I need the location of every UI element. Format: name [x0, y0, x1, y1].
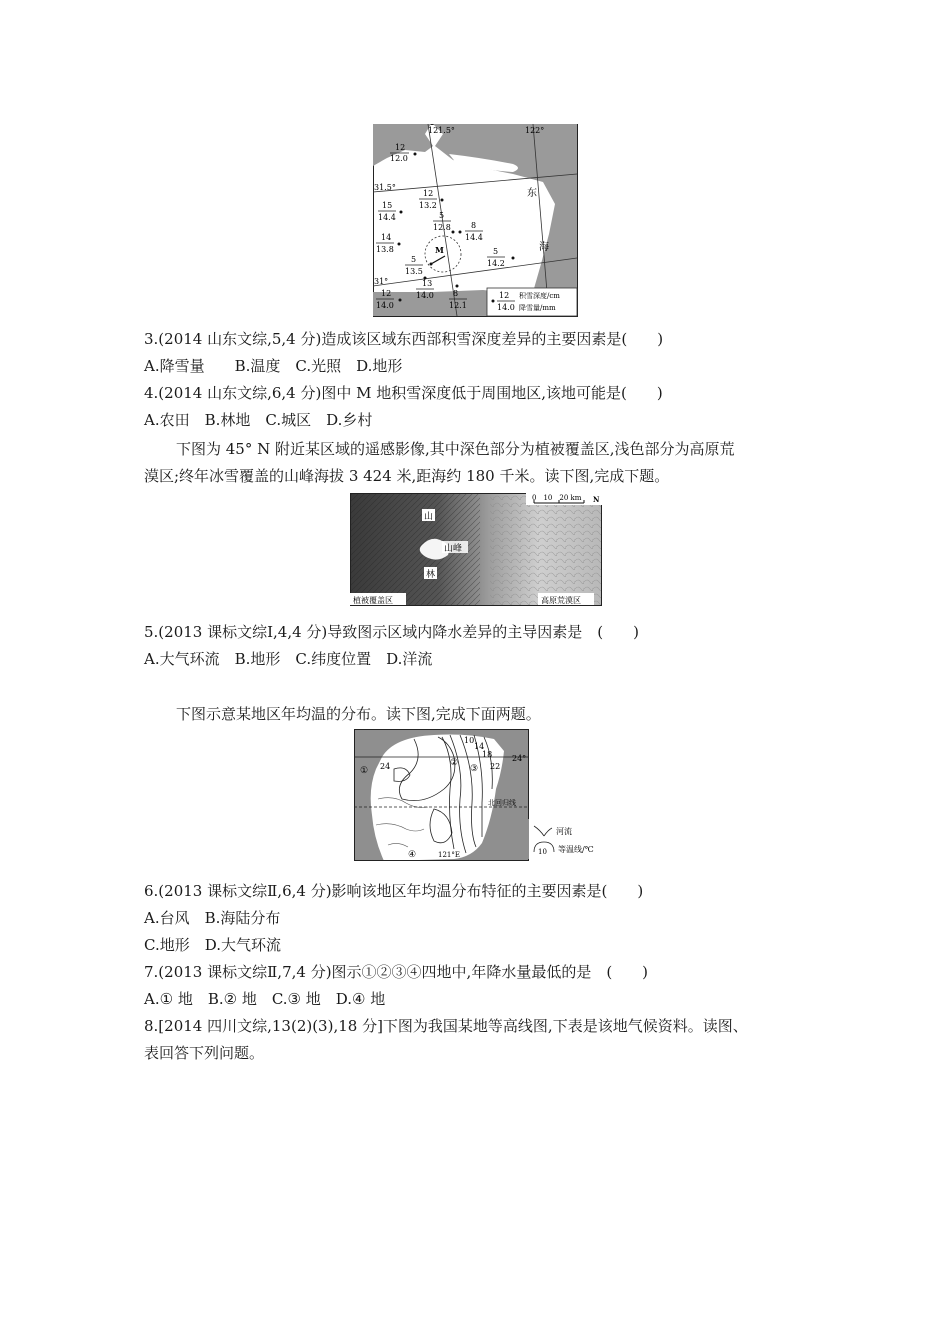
remote-sensing-image — [350, 493, 602, 606]
question-6-options-1: A.台风 B.海陆分布 — [144, 909, 281, 927]
isotherm-14: 14 — [474, 742, 485, 751]
svg-text:12: 12 — [381, 289, 392, 298]
svg-text:12.0: 12.0 — [390, 154, 408, 163]
point-1: ① — [360, 766, 369, 776]
question-3: 3.(2014 山东文综,5,4 分)造成该区域东西部积雪深度差异的主要因素是( ) — [144, 330, 664, 348]
isotherm-map — [354, 729, 529, 861]
legend-isotherm: 等温线/℃ — [558, 845, 594, 854]
lat-31-5: 31.5° — [374, 183, 396, 192]
point-2: ② — [450, 758, 459, 768]
snow-depth-map — [373, 124, 578, 317]
label-desert-area: 高原荒漠区 — [541, 596, 581, 605]
question-8-line-1: 8.[2014 四川文综,13(2)(3),18 分]下图为我国某地等高线图,下表是该地气候资料。读图、 — [144, 1017, 748, 1035]
question-6: 6.(2013 课标文综Ⅱ,6,4 分)影响该地区年均温分布特征的主要因素是( ) — [144, 882, 644, 900]
sea-label-east: 东 — [527, 188, 537, 199]
question-3-options: A.降雪量 B.温度 C.光照 D.地形 — [144, 357, 403, 375]
isotherm-24: 24 — [380, 762, 391, 771]
intro-remote-sensing-2: 漠区;终年冰雪覆盖的山峰海拔 3 424 米,距海约 180 千米。读下图,完成下题。 — [144, 467, 670, 485]
lon-121-5: 121.5° — [428, 126, 455, 135]
question-4: 4.(2014 山东文综,6,4 分)图中 M 地积雪深度低于周围地区,该地可能是( ) — [144, 384, 663, 402]
svg-text:14.0: 14.0 — [376, 301, 394, 310]
question-8-line-2: 表回答下列问题。 — [144, 1044, 265, 1062]
svg-text:14.0: 14.0 — [497, 303, 515, 312]
svg-text:15: 15 — [382, 201, 393, 210]
lon-121e: 121°E — [438, 851, 460, 859]
svg-text:5: 5 — [493, 247, 499, 256]
label-vegetation-area: 植被覆盖区 — [353, 596, 393, 605]
svg-text:12: 12 — [499, 291, 510, 300]
svg-text:14: 14 — [381, 233, 392, 242]
label-peak: 山峰 — [444, 544, 463, 554]
legend-river: 河流 — [556, 827, 572, 836]
isotherm-legend — [530, 822, 610, 858]
label-mountain: 山 — [424, 512, 434, 522]
svg-text:12: 12 — [423, 189, 434, 198]
svg-text:14.2: 14.2 — [487, 259, 505, 268]
sea-label-sea: 海 — [539, 242, 549, 253]
svg-text:5: 5 — [439, 211, 445, 220]
svg-text:5: 5 — [411, 255, 417, 264]
intro-temperature: 下图示意某地区年均温的分布。读下图,完成下面两题。 — [176, 705, 541, 723]
north-arrow-label: N — [593, 495, 600, 504]
svg-text:14.4: 14.4 — [378, 213, 396, 222]
intro-remote-sensing-1: 下图为 45° N 附近某区域的遥感影像,其中深色部分为植被覆盖区,浅色部分为高原荒 — [176, 440, 735, 458]
lon-122: 122° — [525, 126, 545, 135]
legend-isotherm-value: 10 — [538, 848, 547, 856]
svg-text:14.0: 14.0 — [416, 291, 434, 300]
svg-text:12.1: 12.1 — [449, 301, 467, 310]
question-7-options: A.① 地 B.② 地 C.③ 地 D.④ 地 — [144, 990, 386, 1008]
svg-text:13.8: 13.8 — [376, 245, 394, 254]
river-icon — [534, 826, 552, 836]
svg-text:13.5: 13.5 — [405, 267, 423, 276]
svg-text:14.4: 14.4 — [465, 233, 483, 242]
tropic-label: 北回归线 — [488, 799, 516, 807]
svg-text:13.2: 13.2 — [419, 201, 437, 210]
legend-snow-depth: 积雪深度/cm — [519, 292, 560, 300]
svg-text:12.8: 12.8 — [433, 223, 451, 232]
question-5-options: A.大气环流 B.地形 C.纬度位置 D.洋流 — [144, 650, 433, 668]
svg-text:13: 13 — [422, 279, 433, 288]
question-5: 5.(2013 课标文综Ⅰ,4,4 分)导致图示区域内降水差异的主导因素是 ( ) — [144, 623, 639, 641]
m-label: M — [435, 245, 444, 255]
legend-snowfall: 降雪量/mm — [519, 304, 556, 312]
svg-text:8: 8 — [453, 289, 459, 298]
lat-31: 31° — [374, 277, 389, 286]
label-forest: 林 — [426, 570, 436, 580]
question-6-options-2: C.地形 D.大气环流 — [144, 936, 281, 954]
scale-bar-label: 0 10 20 km — [532, 494, 582, 502]
isotherm-22: 22 — [490, 762, 501, 771]
isotherm-10: 10 — [464, 736, 475, 745]
lat-24: 24° — [512, 754, 527, 763]
isotherm-18: 18 — [482, 750, 493, 759]
point-3: ③ — [470, 764, 479, 774]
question-4-options: A.农田 B.林地 C.城区 D.乡村 — [144, 411, 373, 429]
question-7: 7.(2013 课标文综Ⅱ,7,4 分)图示①②③④四地中,年降水量最低的是 ( ) — [144, 963, 649, 981]
point-4: ④ — [408, 850, 417, 860]
svg-text:8: 8 — [471, 221, 477, 230]
svg-text:12: 12 — [395, 143, 406, 152]
